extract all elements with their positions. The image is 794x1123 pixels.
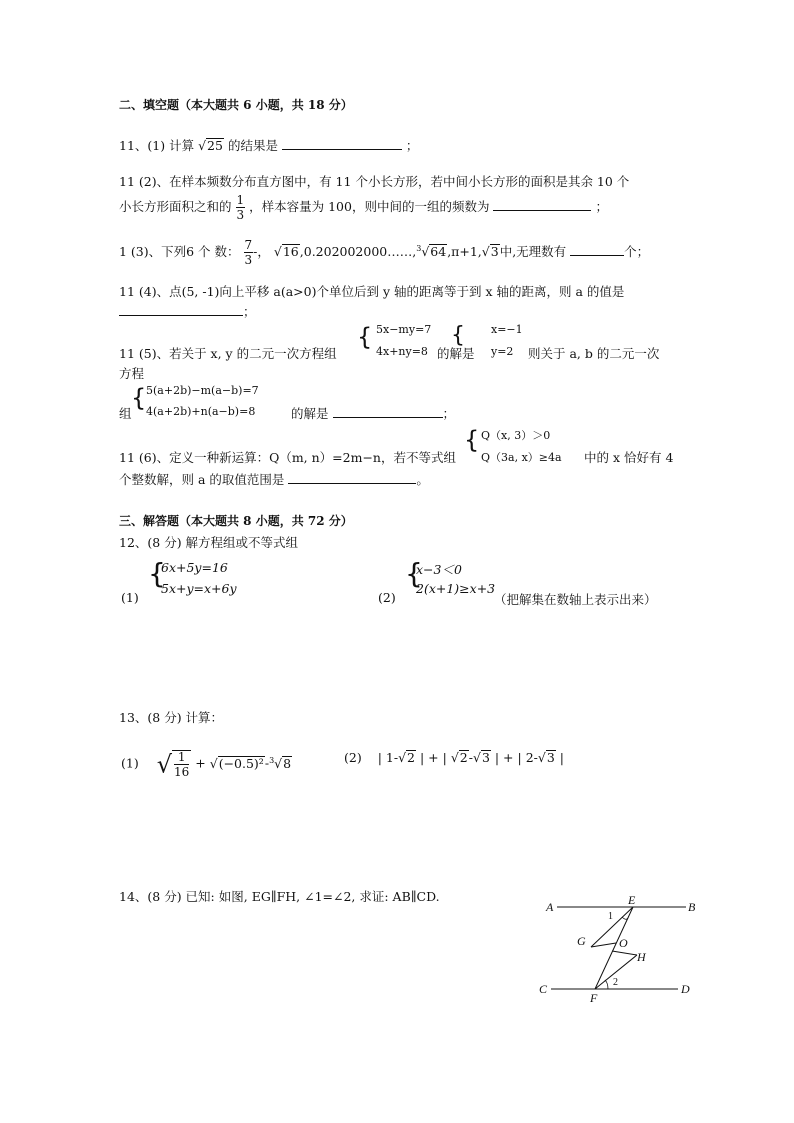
- cbrt-64: $^3$√64: [416, 243, 447, 259]
- section-3-heading: 三、解答题（本大题共 8 小题，共 72 分）: [119, 514, 353, 528]
- fraction-seven-thirds: $\frac{7}{3}$: [244, 238, 253, 267]
- q13-part1: (1) √ $\frac{1}{16}$ + √(−0.5)²-$^3$√8: [121, 750, 292, 779]
- label-o: O: [619, 936, 628, 950]
- label-h: H: [637, 950, 646, 964]
- question-11-5-line3: 的解是 ；: [291, 406, 456, 421]
- q12-part2-note: （把解集在数轴上表示出来）: [494, 592, 657, 607]
- answer-blank-11-2[interactable]: [493, 199, 591, 211]
- line-h-to-ef: [612, 951, 637, 955]
- inequality-brace: {: [464, 426, 480, 454]
- angle-1-arc: [622, 917, 628, 919]
- question-11-2-line2: 小长方形面积之和的 $\frac{1}{3}$ ，样本容量为 100，则中间的一组的频数为 ；: [119, 193, 608, 222]
- sqrt-25: √25: [198, 138, 223, 153]
- answer-blank-11-6[interactable]: [288, 472, 416, 484]
- q12-part2-eq1: x−3＜0: [416, 562, 462, 577]
- label-f: F: [590, 991, 598, 1005]
- q11-1-end: ；: [405, 138, 419, 153]
- section-2-heading: 二、填空题（本大题共 6 小题，共 18 分）: [119, 98, 353, 112]
- sqrt-neg-half-squared: √(−0.5)²: [209, 755, 264, 771]
- solution-y: y=2: [491, 345, 514, 358]
- label-d: D: [681, 982, 690, 996]
- q11-1-prefix: 11、(1) 计算: [119, 138, 195, 153]
- question-14-text: 14、(8 分) 已知: 如图, EG∥FH, ∠1=∠2, 求证: AB∥CD.: [119, 889, 440, 904]
- system-brace-2: {: [131, 384, 147, 412]
- sqrt-3: √3: [481, 244, 499, 259]
- label-e: E: [628, 893, 636, 907]
- label-g: G: [577, 934, 586, 948]
- question-11-3: 1 (3)、下列6 个 数： $\frac{7}{3}$ -， √16,0.202002000……,$^3$√64,π+1,√3中,无理数有 个；: [119, 238, 650, 267]
- question-11-5-line2: 方程: [119, 366, 145, 381]
- q12-part1-brace: {: [148, 557, 166, 590]
- q12-part1-eq1: 6x+5y=16: [161, 560, 228, 575]
- q12-part2-eq2: 2(x+1)≥x+3: [416, 581, 496, 596]
- label-angle-1: 1: [608, 911, 613, 922]
- q12-part2-brace: {: [405, 557, 423, 590]
- question-11-2-line1: 11 (2)、在样本频数分布直方图中，有 11 个小长方形，若中间小长方形的面积是其余 10 个: [119, 174, 630, 189]
- question-11-5-text-a: 11 (5)、若关于 x, y 的二元一次方程组: [119, 346, 337, 361]
- system1-eq1: 5x−my=7: [376, 323, 432, 336]
- angle-2-arc: [605, 980, 608, 989]
- inequality-1: Q（x, 3）＞0: [481, 429, 551, 442]
- question-11-6-text-b: 中的 x 恰好有 4: [584, 450, 674, 465]
- sqrt-one-sixteenth: √ $\frac{1}{16}$: [156, 750, 190, 779]
- q12-part1-label: (1): [121, 590, 139, 605]
- sqrt-16: √16: [273, 244, 299, 259]
- question-11-6-line2: 个整数解，则 a 的取值范围是 。: [119, 472, 429, 487]
- system1-eq2: 4x+ny=8: [376, 345, 428, 358]
- solution-x: x=−1: [491, 323, 523, 336]
- label-angle-2: 2: [613, 977, 618, 988]
- inequality-2: Q（3a, x）≥4a: [481, 451, 562, 464]
- question-12-title: 12、(8 分) 解方程组或不等式组: [119, 535, 299, 550]
- answer-blank-11-5[interactable]: [333, 406, 443, 418]
- question-11-6-text-a: 11 (6)、定义一种新运算：Q（m, n）=2m−n，若不等式组: [119, 450, 456, 465]
- question-11-4-line1: 11 (4)、点(5, -1)向上平移 a(a>0)个单位后到 y 轴的距离等于到 x 轴的距离，则 a 的值是: [119, 284, 625, 299]
- question-11-4-line2: ；: [119, 302, 256, 320]
- answer-blank-11-4[interactable]: [119, 304, 243, 316]
- question-11-5-line3-prefix: 组: [119, 406, 132, 421]
- fraction-one-third: $\frac{1}{3}$: [236, 193, 245, 222]
- system2-eq2: 4(a+2b)+n(a−b)=8: [146, 405, 256, 418]
- label-b: B: [688, 900, 696, 914]
- geometry-figure: [536, 890, 706, 1005]
- solution-brace: {: [451, 323, 465, 348]
- q12-part2-label: (2): [378, 590, 396, 605]
- cbrt-8: $^3$√8: [269, 755, 292, 771]
- q11-1-suffix: 的结果是: [227, 138, 278, 153]
- system2-eq1: 5(a+2b)−m(a−b)=7: [146, 384, 259, 397]
- question-11-1: [119, 136, 418, 154]
- label-c: C: [539, 982, 548, 996]
- q13-part2: (2) | 1-√2 | + | √2-√3 | + | 2-√3 |: [344, 750, 564, 765]
- question-13-title: 13、(8 分) 计算：: [119, 710, 224, 725]
- label-a: A: [546, 900, 554, 914]
- answer-blank-11-3[interactable]: [570, 244, 624, 256]
- answer-blank-11-1[interactable]: [282, 138, 402, 150]
- q12-part1-eq2: 5x+y=x+6y: [161, 581, 237, 596]
- system-brace-1: {: [357, 323, 373, 351]
- question-11-5-text-c: 则关于 a, b 的二元一次: [528, 346, 660, 361]
- question-11-5-text-b: 的解是: [437, 346, 475, 361]
